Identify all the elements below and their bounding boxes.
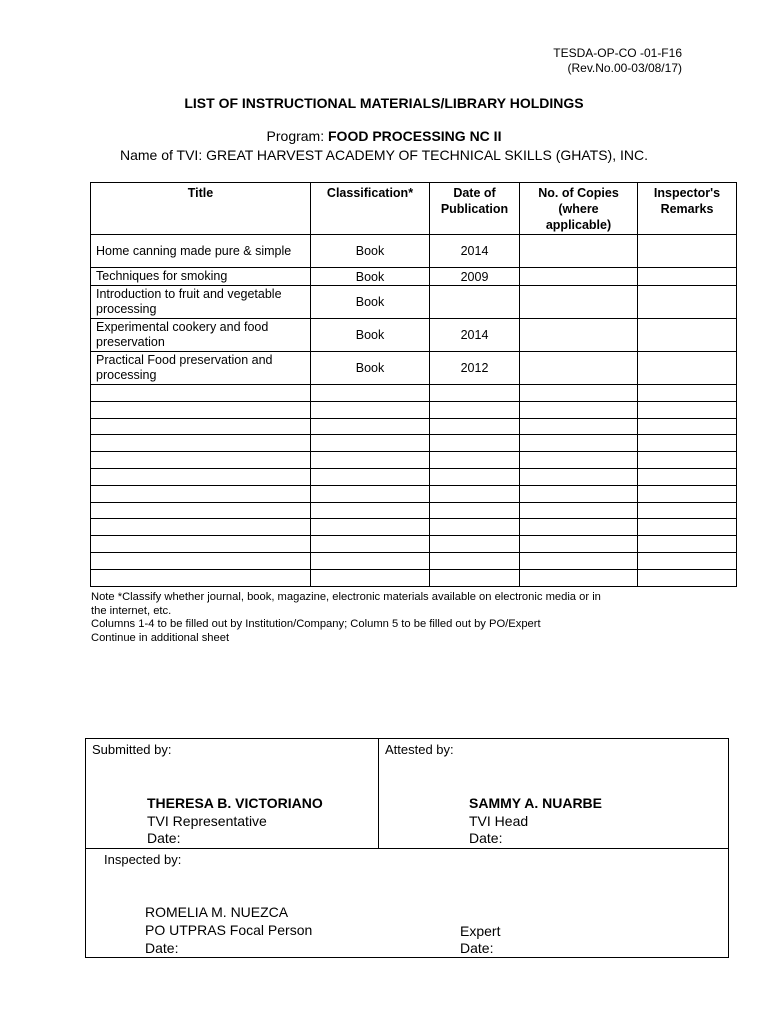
cell-copies — [520, 268, 638, 286]
cell-remarks — [638, 268, 737, 286]
cell-title: Home canning made pure & simple — [91, 235, 311, 268]
submitted-role: TVI Representative — [147, 813, 267, 829]
table-row — [91, 268, 737, 286]
expert-date: Date: — [460, 940, 494, 956]
table-row — [91, 286, 737, 319]
notes-block — [91, 591, 711, 645]
table-row — [91, 352, 737, 385]
blank-row — [91, 401, 737, 418]
tvi-value: GREAT HARVEST ACADEMY OF TECHNICAL SKILLS (GHATS), INC. — [206, 147, 648, 163]
column-header-date: Date of Publication — [430, 183, 520, 235]
program-value: FOOD PROCESSING NC II — [328, 128, 502, 144]
table-header-row — [91, 183, 737, 235]
program-line — [0, 128, 768, 144]
program-label: Program: — [266, 128, 325, 144]
expert-role: Expert — [460, 923, 501, 939]
cell-date: 2009 — [430, 268, 520, 286]
cell-date: 2014 — [430, 235, 520, 268]
blank-row — [91, 468, 737, 485]
inspected-name: ROMELIA M. NUEZCA — [145, 904, 289, 920]
attested-role: TVI Head — [469, 813, 529, 829]
blank-row — [91, 502, 737, 519]
signature-box — [85, 738, 729, 958]
note-line: Continue in additional sheet — [91, 631, 230, 644]
form-code: TESDA-OP-CO -01-F16 — [553, 46, 682, 60]
signature-divider — [378, 739, 379, 849]
inspected-by-label: Inspected by: — [104, 852, 182, 867]
cell-title: Techniques for smoking — [91, 268, 311, 286]
cell-remarks — [638, 352, 737, 385]
cell-copies — [520, 286, 638, 319]
attested-name: SAMMY A. NUARBE — [469, 795, 603, 811]
cell-date — [430, 286, 520, 319]
holdings-table — [90, 182, 737, 587]
note-line: Columns 1-4 to be filled out by Institution/Company; Column 5 to be filled out by PO/Expert — [91, 618, 541, 630]
blank-row — [91, 385, 737, 402]
submitted-date: Date: — [147, 830, 181, 846]
note-line: Note *Classify whether journal, book, magazine, electronic materials available on electronic media or in — [91, 591, 601, 603]
blank-row — [91, 485, 737, 502]
form-code-block — [553, 46, 682, 76]
cell-classification: Book — [311, 268, 430, 286]
cell-remarks — [638, 235, 737, 268]
cell-copies — [520, 319, 638, 352]
cell-classification: Book — [311, 352, 430, 385]
cell-remarks — [638, 286, 737, 319]
table-row — [91, 235, 737, 268]
cell-classification: Book — [311, 319, 430, 352]
cell-copies — [520, 352, 638, 385]
tvi-label: Name of TVI: — [120, 147, 203, 163]
cell-title: Experimental cookery and food preservation — [91, 319, 311, 352]
column-header-classification: Classification* — [311, 183, 430, 235]
submitted-by-label: Submitted by: — [92, 742, 172, 757]
cell-title: Introduction to fruit and vegetable processing — [91, 286, 311, 319]
column-header-copies: No. of Copies (where applicable) — [520, 183, 638, 235]
column-header-title: Title — [91, 183, 311, 235]
blank-row — [91, 552, 737, 569]
blank-row — [91, 536, 737, 553]
cell-remarks — [638, 319, 737, 352]
cell-date: 2014 — [430, 319, 520, 352]
cell-copies — [520, 235, 638, 268]
blank-row — [91, 418, 737, 435]
blank-row — [91, 519, 737, 536]
page-title: LIST OF INSTRUCTIONAL MATERIALS/LIBRARY HOLDINGS — [184, 95, 584, 111]
attested-date: Date: — [469, 830, 503, 846]
blank-row — [91, 452, 737, 469]
column-header-remarks: Inspector's Remarks — [638, 183, 737, 235]
blank-row — [91, 569, 737, 586]
attested-by-label: Attested by: — [385, 742, 454, 757]
inspected-date: Date: — [145, 940, 179, 956]
inspected-role: PO UTPRAS Focal Person — [145, 922, 313, 938]
tvi-line — [0, 147, 768, 163]
revision-number: (Rev.No.00-03/08/17) — [567, 61, 682, 75]
cell-classification: Book — [311, 235, 430, 268]
cell-date: 2012 — [430, 352, 520, 385]
cell-title: Practical Food preservation and processing — [91, 352, 311, 385]
cell-classification: Book — [311, 286, 430, 319]
submitted-name: THERESA B. VICTORIANO — [147, 795, 323, 811]
note-line: the internet, etc. — [91, 604, 172, 617]
table-row — [91, 319, 737, 352]
blank-row — [91, 435, 737, 452]
